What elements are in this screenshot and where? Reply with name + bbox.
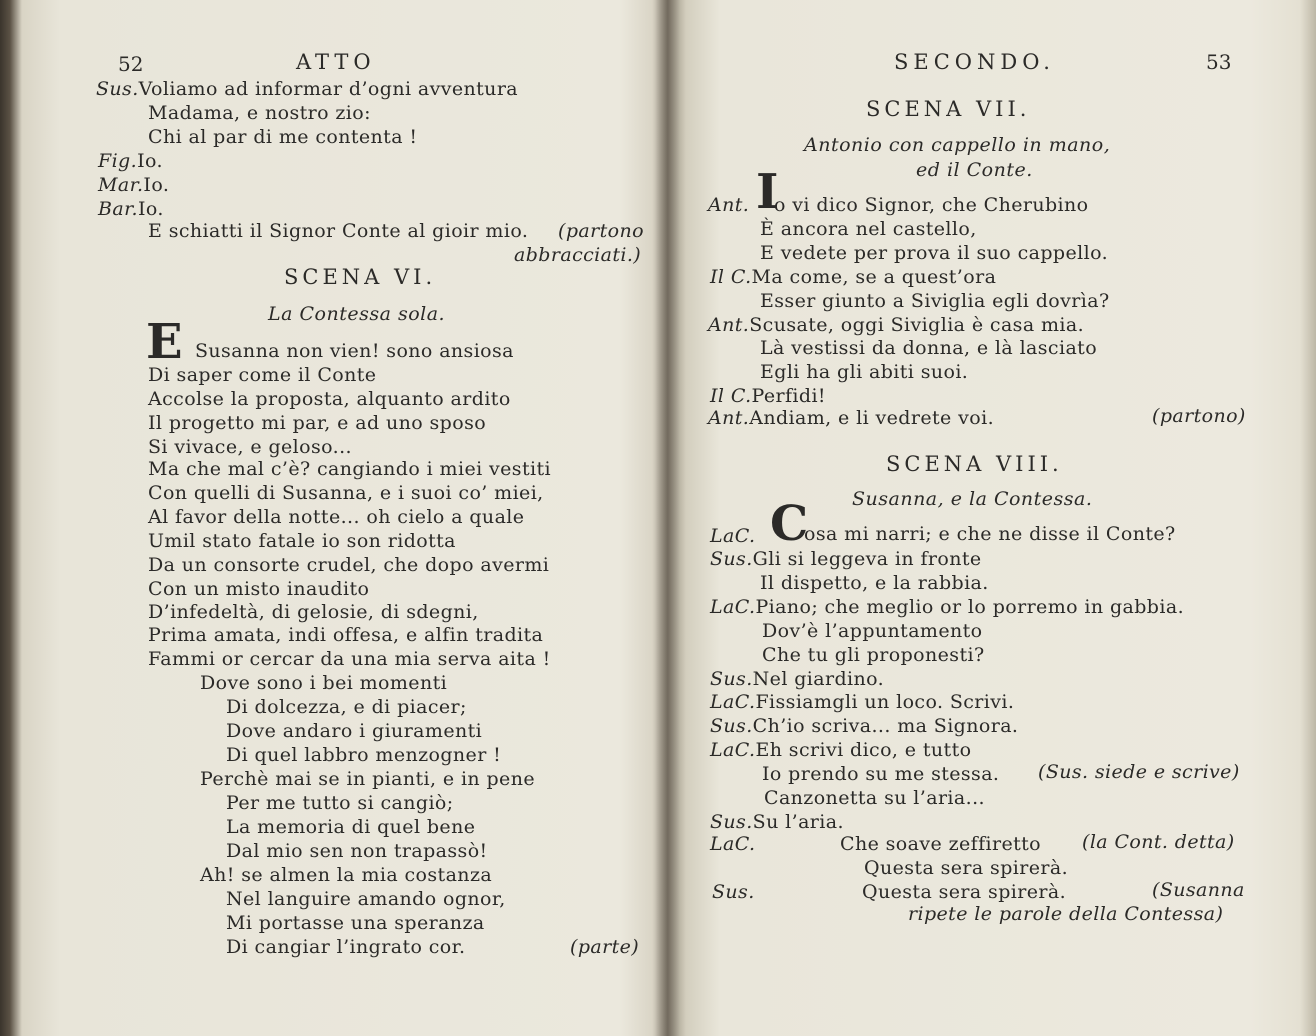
line-text: Io. xyxy=(137,198,164,220)
text-line: Là vestissi da donna, e là lasciato xyxy=(760,337,1098,359)
dropcap-letter: C xyxy=(770,496,809,552)
speaker-label: Mar. xyxy=(98,174,144,196)
text-line xyxy=(710,738,971,762)
text-line: Con un misto inaudito xyxy=(148,578,370,600)
text-line: E schiatti il Signor Conte al gioir mio. xyxy=(148,220,529,242)
line-text: Perfidi! xyxy=(751,385,826,407)
text-line: Al favor della notte... oh cielo a quale xyxy=(148,506,525,528)
stage-direction: (la Cont. detta) xyxy=(1082,831,1235,853)
verse-line: Perchè mai se in pianti, e in pene xyxy=(200,768,535,790)
text-line xyxy=(710,384,826,408)
text-line: Madama, e nostro zio: xyxy=(148,102,371,124)
line-text: Io. xyxy=(137,150,163,172)
stage-direction: (parte) xyxy=(570,936,640,958)
text-line xyxy=(708,193,749,217)
speaker-label: LaC. xyxy=(710,525,756,547)
text-line xyxy=(710,265,996,289)
text-line xyxy=(712,880,755,904)
text-line: Umil stato fatale io son ridotta xyxy=(148,530,456,552)
text-line: Canzonetta su l’aria... xyxy=(764,787,985,809)
verse-line: Di quel labbro menzogner ! xyxy=(226,744,502,766)
line-text: Gli si leggeva in fronte xyxy=(752,548,982,570)
text-line: Ma che mal c’è? cangiando i miei vestiti xyxy=(148,458,551,480)
speaker-label: LaC. xyxy=(710,833,756,855)
text-line: Egli ha gli abiti suoi. xyxy=(760,361,969,383)
speaker-label: Sus. xyxy=(710,811,753,833)
speaker-label: Sus. xyxy=(710,715,753,737)
line-text: osa mi narri; e che ne disse il Conte? xyxy=(804,523,1176,545)
text-line: È ancora nel castello, xyxy=(760,218,977,240)
text-line xyxy=(710,595,1184,619)
verse-line: Dove sono i bei momenti xyxy=(200,672,448,694)
text-line xyxy=(710,714,1018,738)
speaker-label: LaC. xyxy=(710,596,756,618)
text-line xyxy=(98,173,169,197)
line-text: Piano; che meglio or lo porremo in gabbia. xyxy=(755,596,1185,618)
text-line xyxy=(96,77,518,101)
text-line: Di saper come il Conte xyxy=(148,364,377,386)
running-head-left: ATTO xyxy=(296,50,376,74)
verse-line: Di cangiar l’ingrato cor. xyxy=(226,936,466,958)
speaker-label: Sus. xyxy=(710,668,753,690)
text-line: Susanna non vien! sono ansiosa xyxy=(195,340,514,362)
scene-subtitle: La Contessa sola. xyxy=(268,303,446,325)
line-text: Eh scrivi dico, e tutto xyxy=(755,739,972,761)
text-line: E vedete per prova il suo cappello. xyxy=(760,242,1109,264)
verse-line: Nel languire amando ognor, xyxy=(226,888,506,910)
speaker-label: Bar. xyxy=(98,198,138,220)
dropcap-letter: E xyxy=(146,314,183,370)
speaker-label: Sus. xyxy=(96,78,139,100)
stage-direction: (partono) xyxy=(1152,405,1246,427)
text-line xyxy=(708,313,1084,337)
speaker-label: Il C. xyxy=(710,266,752,288)
speaker-label: Ant. xyxy=(708,314,750,336)
verse-line: Mi portasse una speranza xyxy=(226,912,485,934)
verse-line: Ah! se almen la mia costanza xyxy=(200,864,493,886)
speaker-label: Il C. xyxy=(710,385,752,407)
line-text: o vi dico Signor, che Cherubino xyxy=(774,194,1089,216)
stage-direction: (partono xyxy=(558,220,644,242)
verse-line: Che soave zeffiretto xyxy=(840,833,1042,855)
verse-line: Dal mio sen non trapassò! xyxy=(226,840,488,862)
scene-subtitle: Susanna, e la Contessa. xyxy=(852,488,1093,510)
text-line xyxy=(710,832,755,856)
text-line: Accolse la proposta, alquanto ardito xyxy=(148,388,511,410)
speaker-label: Fig. xyxy=(98,150,138,172)
text-line xyxy=(98,149,163,173)
stage-direction: ripete le parole della Contessa) xyxy=(908,903,1224,925)
line-text: Ch’io scriva... ma Signora. xyxy=(752,715,1019,737)
dropcap-letter: I xyxy=(756,164,779,220)
right-page xyxy=(668,0,1316,1036)
text-line xyxy=(710,810,844,834)
stage-direction: (Susanna xyxy=(1152,879,1245,901)
line-text: Su l’aria. xyxy=(752,811,844,833)
text-line: Si vivace, e geloso... xyxy=(148,436,352,458)
text-line: Chi al par di me contenta ! xyxy=(148,126,418,148)
speaker-label: LaC. xyxy=(710,739,756,761)
stage-direction: (Sus. siede e scrive) xyxy=(1038,761,1240,783)
speaker-label: Sus. xyxy=(710,548,753,570)
scene-subtitle: Antonio con cappello in mano, xyxy=(804,134,1111,156)
page-number-left: 52 xyxy=(118,52,144,76)
scene-title: SCENA VII. xyxy=(866,97,1031,121)
text-line xyxy=(710,690,1014,714)
speaker-label: Ant. xyxy=(708,194,750,216)
verse-line: Questa sera spirerà. xyxy=(862,881,1067,903)
line-text: Voliamo ad informar d’ogni avventura xyxy=(138,78,519,100)
text-line xyxy=(710,524,755,548)
line-text: Fissiamgli un loco. Scrivi. xyxy=(755,691,1015,713)
speaker-label: Sus. xyxy=(712,881,755,903)
verse-line: Dove andaro i giuramenti xyxy=(226,720,483,742)
verse-line: Di dolcezza, e di piacer; xyxy=(226,696,467,718)
text-line: Con quelli di Susanna, e i suoi co’ miei, xyxy=(148,482,544,504)
text-line: Prima amata, indi offesa, e alfin tradita xyxy=(148,624,544,646)
text-line: Il progetto mi par, e ad uno sposo xyxy=(148,412,487,434)
verse-line: Questa sera spirerà. xyxy=(864,857,1069,879)
text-line: Fammi or cercar da una mia serva aita ! xyxy=(148,648,551,670)
text-line: Dov’è l’appuntamento xyxy=(762,620,983,642)
text-line: Esser giunto a Siviglia egli dovrìa? xyxy=(760,290,1110,312)
text-line: Il dispetto, e la rabbia. xyxy=(760,572,989,594)
line-text: Andiam, e li vedrete voi. xyxy=(749,407,995,429)
line-text: Io. xyxy=(143,174,170,196)
speaker-label: Ant. xyxy=(708,407,750,429)
text-line: Che tu gli proponesti? xyxy=(762,644,985,666)
line-text: Ma come, se a quest’ora xyxy=(751,266,997,288)
page-number-right: 53 xyxy=(1206,50,1232,74)
scene-title: SCENA VIII. xyxy=(886,452,1063,476)
text-line: D’infedeltà, di gelosie, di sdegni, xyxy=(148,601,479,623)
text-line xyxy=(710,547,982,571)
line-text: Nel giardino. xyxy=(752,668,885,690)
text-line xyxy=(98,197,164,221)
scene-subtitle: ed il Conte. xyxy=(916,159,1033,181)
text-line xyxy=(710,667,884,691)
text-line: Da un consorte crudel, che dopo avermi xyxy=(148,554,550,576)
verse-line: La memoria di quel bene xyxy=(226,816,476,838)
verse-line: Per me tutto si cangiò; xyxy=(226,792,454,814)
text-line: Io prendo su me stessa. xyxy=(762,763,1000,785)
line-text: Scusate, oggi Siviglia è casa mia. xyxy=(749,314,1085,336)
running-head-right: SECONDO. xyxy=(894,50,1055,74)
speaker-label: LaC. xyxy=(710,691,756,713)
scene-title: SCENA VI. xyxy=(284,265,437,289)
stage-direction: abbracciati.) xyxy=(514,244,642,266)
text-line xyxy=(708,406,994,430)
